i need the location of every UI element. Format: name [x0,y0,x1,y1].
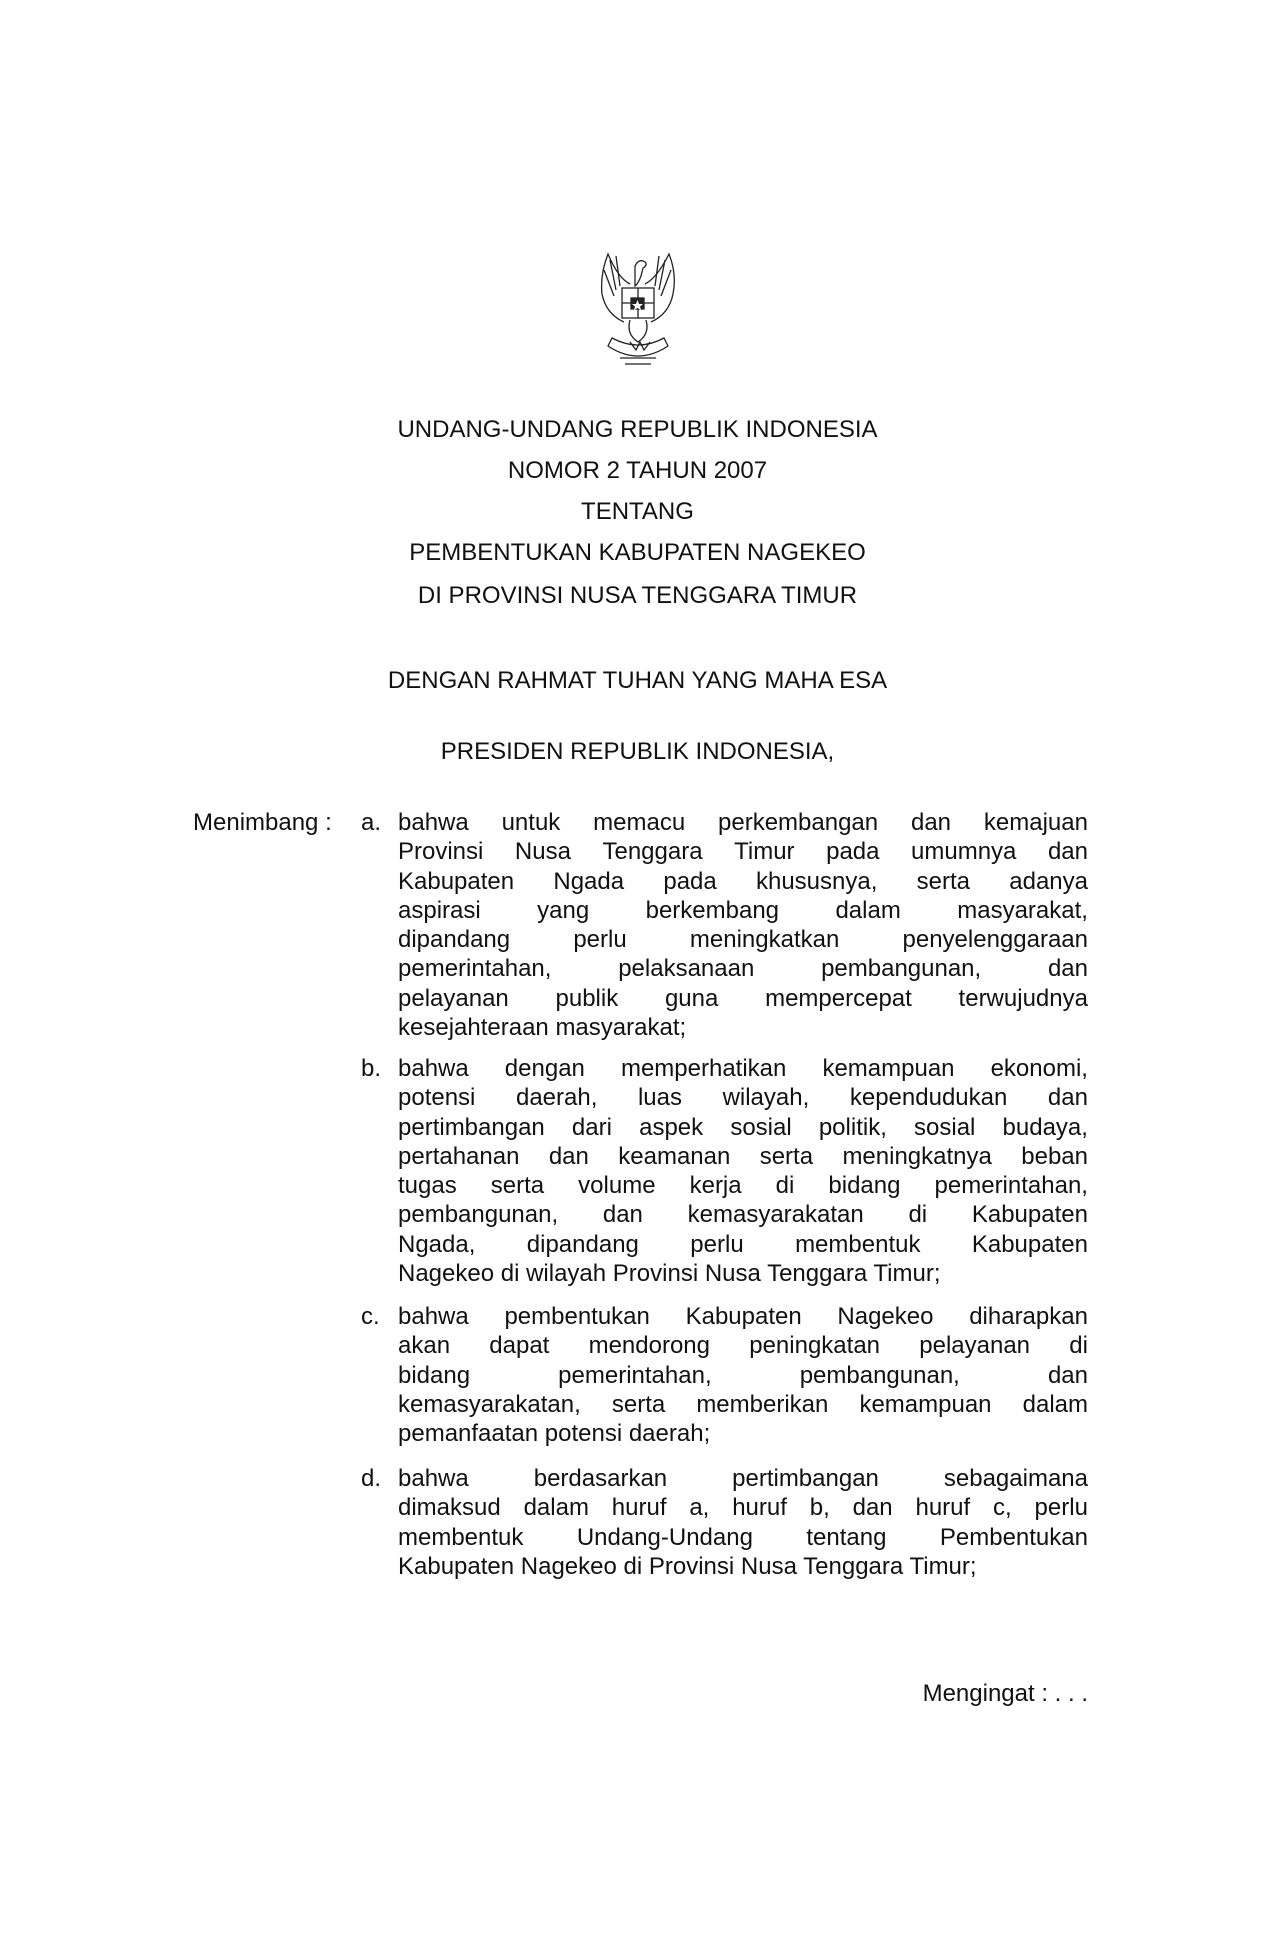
word: bahwa [398,1303,469,1330]
word: pemerintahan, [934,1172,1088,1200]
word: Timur [734,838,795,866]
word: serta [490,1172,545,1200]
word: budaya, [1002,1113,1088,1141]
word: dan [852,1494,893,1522]
garuda-emblem-icon [580,246,695,374]
item-text [398,1054,1088,1288]
word: pada [826,838,880,866]
text-line [398,1464,1088,1493]
word: bahwa [398,1465,469,1492]
word: daerah, [515,1084,598,1112]
line-text: Nagekeo di wilayah Provinsi Nusa Tenggara Timur; [398,1260,941,1288]
word: Pembentukan [939,1523,1088,1551]
word: sebagaimana [943,1465,1088,1492]
word: dapat [489,1332,550,1360]
word: dan [1047,838,1088,866]
text-line [398,867,1088,896]
word: perlu [690,1230,744,1258]
word: pada [663,867,717,895]
word: Nusa [514,838,571,866]
word: terwujudnya [958,984,1088,1012]
word: meningkatkan [689,926,840,954]
word: penyelenggaraan [902,926,1088,954]
word: memperhatikan [620,1055,787,1082]
word: perlu [1034,1494,1088,1522]
issuer: PRESIDEN REPUBLIK INDONESIA, [440,738,835,765]
text-line [398,837,1088,866]
item-marker: c. [361,1303,380,1330]
word: wilayah, [722,1084,810,1112]
word: Ngada, [398,1230,476,1258]
word: dan [548,1142,589,1170]
word: pertimbangan [732,1465,879,1492]
word: bidang [398,1361,471,1389]
word: pertahanan [398,1142,520,1170]
word: keamanan [618,1142,731,1170]
text-line [398,1083,1088,1112]
word: berdasarkan [533,1465,668,1492]
law-tentang: TENTANG [581,498,694,525]
word: memberikan [696,1390,829,1418]
word: publik [555,984,619,1012]
word: huruf [915,1494,971,1522]
word: mendorong [588,1332,710,1360]
word: bahwa [398,1055,469,1082]
invocation: DENGAN RAHMAT TUHAN YANG MAHA ESA [387,667,888,694]
text-line [398,954,1088,983]
word: kemasyarakatan [687,1201,864,1229]
word: Kabupaten [685,1303,802,1330]
text-line [398,1142,1088,1171]
item-text [398,808,1088,1042]
word: Nagekeo [837,1303,934,1330]
word: kemampuan [822,1055,955,1082]
word: Kabupaten [971,1230,1088,1258]
word: Ngada [553,867,625,895]
word: kemasyarakatan, [398,1390,581,1418]
word: politik, [818,1113,887,1141]
word: pelayanan [919,1332,1031,1360]
word: dimaksud [398,1494,501,1522]
word: memacu [593,809,686,836]
item-marker: d. [361,1465,382,1492]
word: pelaksanaan [618,955,755,983]
text-line [398,1552,1088,1581]
text-line [398,1259,1088,1288]
word: khususnya, [755,867,878,895]
word: dan [1047,955,1088,983]
menimbang-label: Menimbang : [193,809,332,836]
text-line [398,1013,1088,1042]
word: di [908,1201,928,1229]
line-text: kesejahteraan masyarakat; [398,1014,687,1042]
word: huruf [732,1494,787,1522]
text-line [398,1361,1088,1390]
text-line [398,1302,1088,1331]
word: Kabupaten [971,1201,1088,1229]
word: dan [1047,1084,1088,1112]
word: bahwa [398,809,469,836]
word: perkembangan [718,809,879,836]
word: umumnya [911,838,1017,866]
word: tugas [398,1172,457,1200]
word: dari [571,1113,612,1141]
word: tentang [806,1523,887,1551]
text-line [398,1171,1088,1200]
word: a, [689,1494,710,1522]
text-line [398,1331,1088,1360]
word: pelayanan [398,984,509,1012]
word: pembangunan, [398,1201,559,1229]
law-subject-location: DI PROVINSI NUSA TENGGARA TIMUR [417,582,858,609]
item-marker: b. [361,1055,382,1082]
word: dipandang [398,926,511,954]
word: pemerintahan, [558,1361,712,1389]
word: Kabupaten [398,867,515,895]
word: sosial [914,1113,976,1141]
text-line [398,808,1088,837]
word: dalam [523,1494,589,1522]
word: guna [664,984,719,1012]
word: membentuk [398,1523,524,1551]
word: dan [1047,1361,1088,1389]
text-line [398,984,1088,1013]
word: pembangunan, [821,955,982,983]
word: dalam [1022,1390,1088,1418]
word: kemampuan [859,1390,992,1418]
word: pembentukan [504,1303,650,1330]
word: b, [809,1494,830,1522]
word: beban [1021,1142,1088,1170]
word: berkembang [645,896,780,924]
word: sosial [730,1113,792,1141]
word: dalam [835,896,901,924]
word: meningkatnya [842,1142,992,1170]
text-line [398,925,1088,954]
word: di [775,1172,795,1200]
word: pembangunan, [799,1361,960,1389]
word: potensi [398,1084,476,1112]
text-line [398,1200,1088,1229]
law-subject: PEMBENTUKAN KABUPATEN NAGEKEO [409,539,866,566]
word: huruf [611,1494,667,1522]
text-line [398,1419,1088,1448]
text-line [398,1113,1088,1142]
text-line [398,1054,1088,1083]
word: yang [537,896,590,924]
word: akan [398,1332,451,1360]
text-line [398,1493,1088,1522]
word: volume [578,1172,656,1200]
word: diharapkan [969,1303,1088,1330]
line-text: pemanfaatan potensi daerah; [398,1420,711,1448]
word: dengan [504,1055,585,1082]
word: dipandang [526,1230,639,1258]
word: serta [916,867,970,895]
word: aspek [639,1113,704,1141]
word: c, [993,1494,1012,1522]
item-text [398,1464,1088,1581]
law-number: NOMOR 2 TAHUN 2007 [507,457,768,484]
word: ekonomi, [990,1055,1088,1082]
text-line [398,1230,1088,1259]
word: dan [910,809,952,836]
word: masyarakat, [957,896,1088,924]
text-line [398,1523,1088,1552]
text-line [398,896,1088,925]
law-title-line-1: UNDANG-UNDANG REPUBLIK INDONESIA [397,416,878,443]
word: peningkatan [749,1332,881,1360]
word: pertimbangan [398,1113,545,1141]
word: aspirasi [398,896,481,924]
word: Provinsi [398,838,484,866]
word: kemajuan [983,809,1088,836]
word: mempercepat [765,984,912,1012]
word: bidang [828,1172,901,1200]
item-text [398,1302,1088,1448]
word: di [1069,1332,1088,1360]
word: Undang-Undang [576,1523,753,1551]
word: membentuk [795,1230,921,1258]
word: kependudukan [849,1084,1008,1112]
page-continuation: Mengingat : . . . [922,1680,1088,1707]
word: untuk [501,809,561,836]
word: kerja [689,1172,742,1200]
word: dan [602,1201,643,1229]
word: adanya [1009,867,1088,895]
word: luas [637,1084,682,1112]
word: pemerintahan, [398,955,552,983]
word: serta [611,1390,666,1418]
text-line [398,1390,1088,1419]
word: perlu [573,926,627,954]
line-text: Kabupaten Nagekeo di Provinsi Nusa Tenggara Timur; [398,1552,977,1580]
item-marker: a. [361,809,382,836]
word: Tenggara [602,838,703,866]
word: serta [759,1142,814,1170]
